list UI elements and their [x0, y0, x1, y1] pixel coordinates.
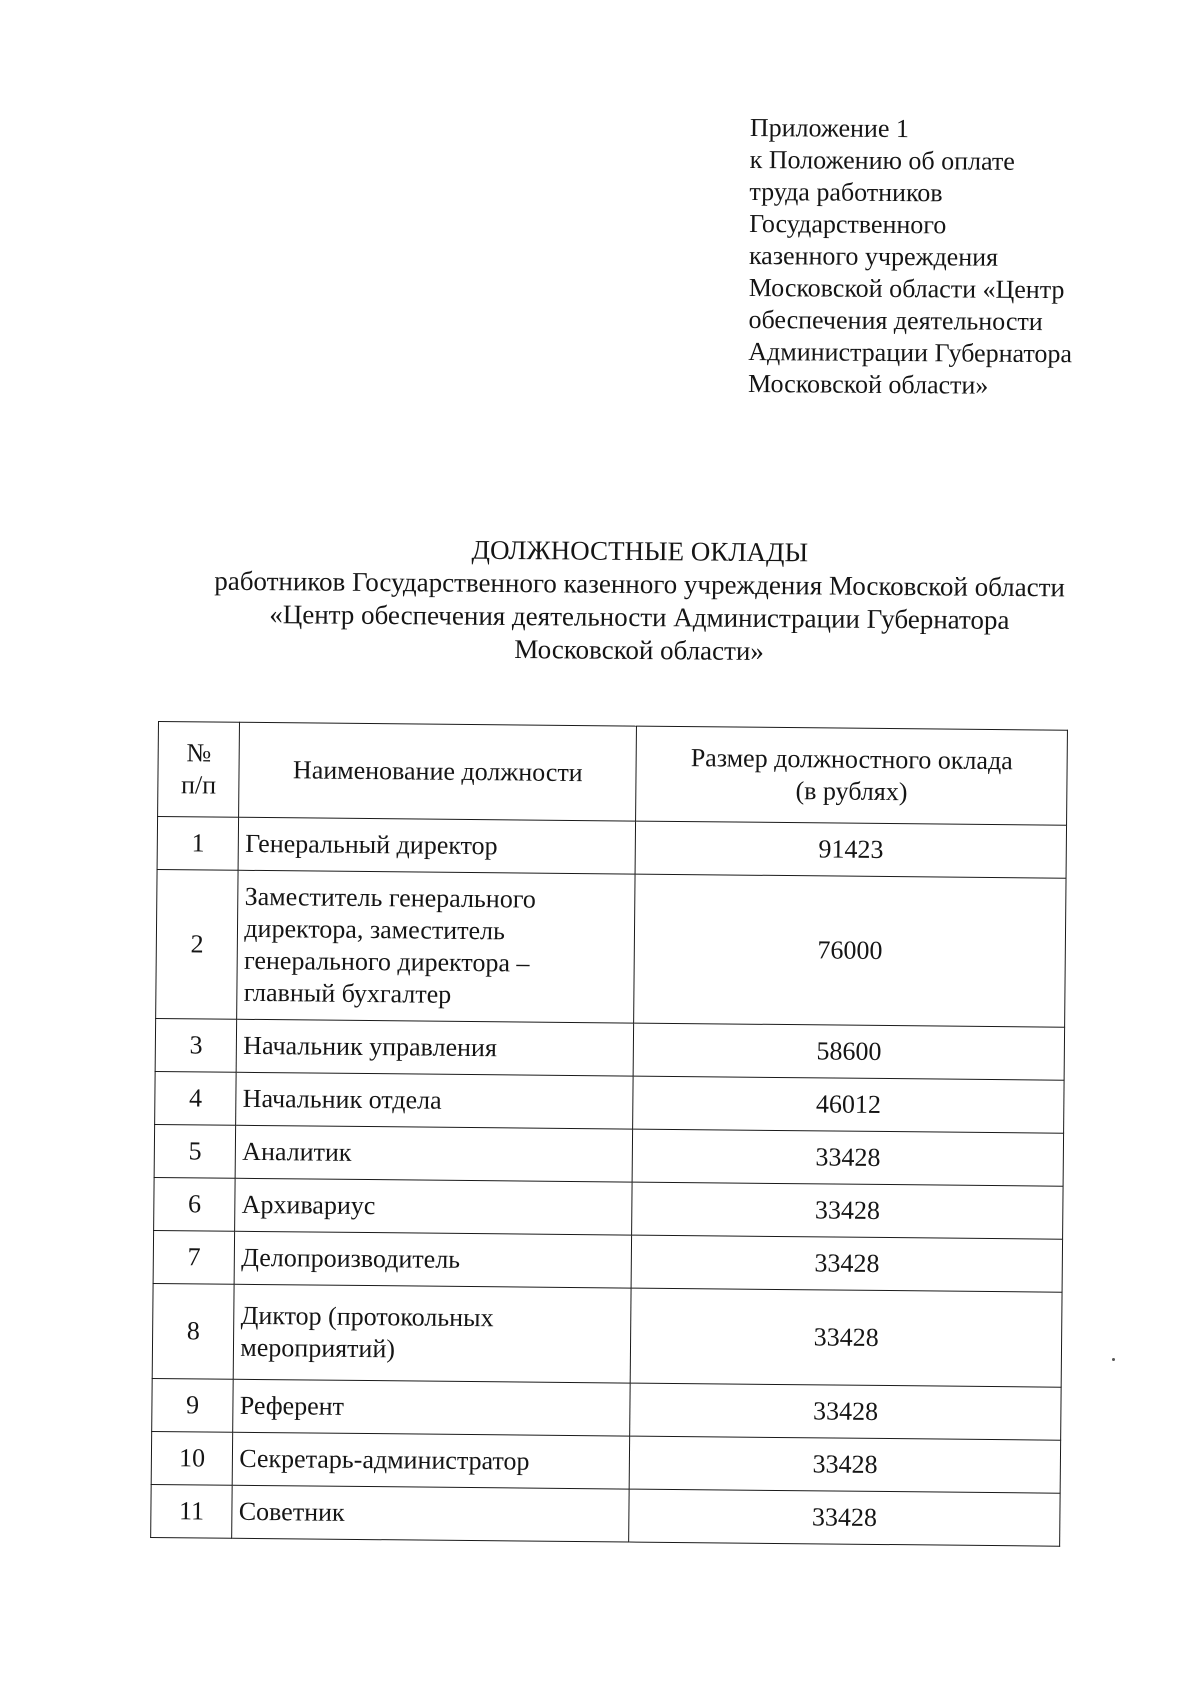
row-position-line: мероприятий) — [240, 1332, 396, 1364]
table-row — [152, 1283, 1062, 1387]
row-position: Секретарь-администратор — [233, 1432, 630, 1489]
row-salary: 91423 — [635, 821, 1066, 878]
row-number: 5 — [154, 1124, 236, 1178]
table-row — [157, 817, 1066, 879]
table-row — [153, 1230, 1062, 1292]
row-salary: 33428 — [630, 1383, 1061, 1440]
row-salary: 46012 — [633, 1076, 1064, 1133]
row-salary: 33428 — [632, 1129, 1063, 1186]
appendix-line: Государственного — [749, 208, 947, 240]
table-row — [151, 1484, 1060, 1546]
row-number: 10 — [151, 1431, 233, 1485]
appendix-line: труда работников — [749, 176, 943, 208]
row-position-line: Диктор (протокольных — [240, 1300, 494, 1333]
row-position: Начальник отдела — [236, 1072, 633, 1129]
header-salary-title: Размер должностного оклада — [690, 743, 1013, 776]
title-subtitle-line: «Центр обеспечения деятельности Администрации Губернатора — [269, 599, 1010, 635]
header-number-symbol: № — [186, 738, 212, 768]
table-row — [154, 1177, 1063, 1239]
row-number: 9 — [152, 1378, 234, 1432]
row-number: 3 — [155, 1018, 237, 1072]
row-position: Начальник управления — [237, 1019, 634, 1076]
row-salary: 33428 — [629, 1436, 1060, 1493]
row-position: Советник — [232, 1485, 629, 1542]
row-salary: 33428 — [632, 1182, 1063, 1239]
row-salary: 33428 — [631, 1235, 1062, 1292]
appendix-line: казенного учреждения — [748, 240, 999, 272]
table-row — [154, 1124, 1063, 1186]
title-subtitle-line: Московской области» — [514, 634, 764, 666]
table-header-row — [158, 722, 1068, 826]
table-row — [155, 1018, 1064, 1080]
table-row — [156, 869, 1066, 1027]
header-salary — [636, 726, 1068, 825]
title-subtitle-line: работников Государственного казенного учреждения Московской области — [214, 565, 1066, 603]
header-salary-unit: (в рублях) — [795, 776, 908, 807]
row-position: Архивариус — [235, 1178, 632, 1235]
table-row — [151, 1431, 1060, 1493]
appendix-line: Администрации Губернатора — [748, 336, 1073, 369]
appendix-line: Московской области «Центр — [748, 272, 1065, 305]
row-number: 8 — [152, 1283, 234, 1379]
row-salary: 58600 — [633, 1023, 1064, 1080]
row-position — [234, 1284, 632, 1383]
row-number: 6 — [154, 1177, 236, 1231]
row-number: 7 — [153, 1230, 235, 1284]
row-position-line: главный бухгалтер — [243, 977, 452, 1009]
row-position — [237, 870, 635, 1023]
row-number: 4 — [155, 1071, 237, 1125]
row-position-line: генерального директора – — [243, 945, 530, 978]
table-row — [155, 1071, 1064, 1133]
document-title — [149, 531, 1130, 671]
header-position-name: Наименование должности — [239, 722, 637, 821]
row-number: 11 — [151, 1484, 233, 1538]
row-position-line: Заместитель генерального — [244, 881, 536, 914]
title-heading: ДОЛЖНОСТНЫЕ ОКЛАДЫ — [471, 534, 809, 568]
header-number-abbr: п/п — [180, 770, 217, 800]
row-salary: 33428 — [630, 1288, 1062, 1387]
appendix-note — [748, 112, 1150, 403]
scan-speck — [1112, 1358, 1115, 1361]
salary-table — [150, 721, 1068, 1547]
appendix-line: Московской области» — [748, 368, 989, 400]
salary-table-wrapper — [150, 721, 1068, 1547]
row-position: Референт — [233, 1379, 630, 1436]
row-number: 1 — [157, 817, 239, 871]
row-position: Генеральный директор — [238, 817, 635, 874]
appendix-line: обеспечения деятельности — [748, 304, 1043, 337]
row-salary: 33428 — [629, 1489, 1060, 1546]
header-number — [158, 722, 240, 818]
row-position-line: директора, заместитель — [244, 913, 506, 946]
table-row — [152, 1378, 1061, 1440]
row-number: 2 — [156, 869, 239, 1019]
row-position: Аналитик — [235, 1125, 632, 1182]
row-salary: 76000 — [634, 874, 1066, 1027]
appendix-line: Приложение 1 — [749, 112, 910, 144]
row-position: Делопроизводитель — [234, 1231, 631, 1288]
appendix-line: к Положению об оплате — [749, 144, 1015, 176]
